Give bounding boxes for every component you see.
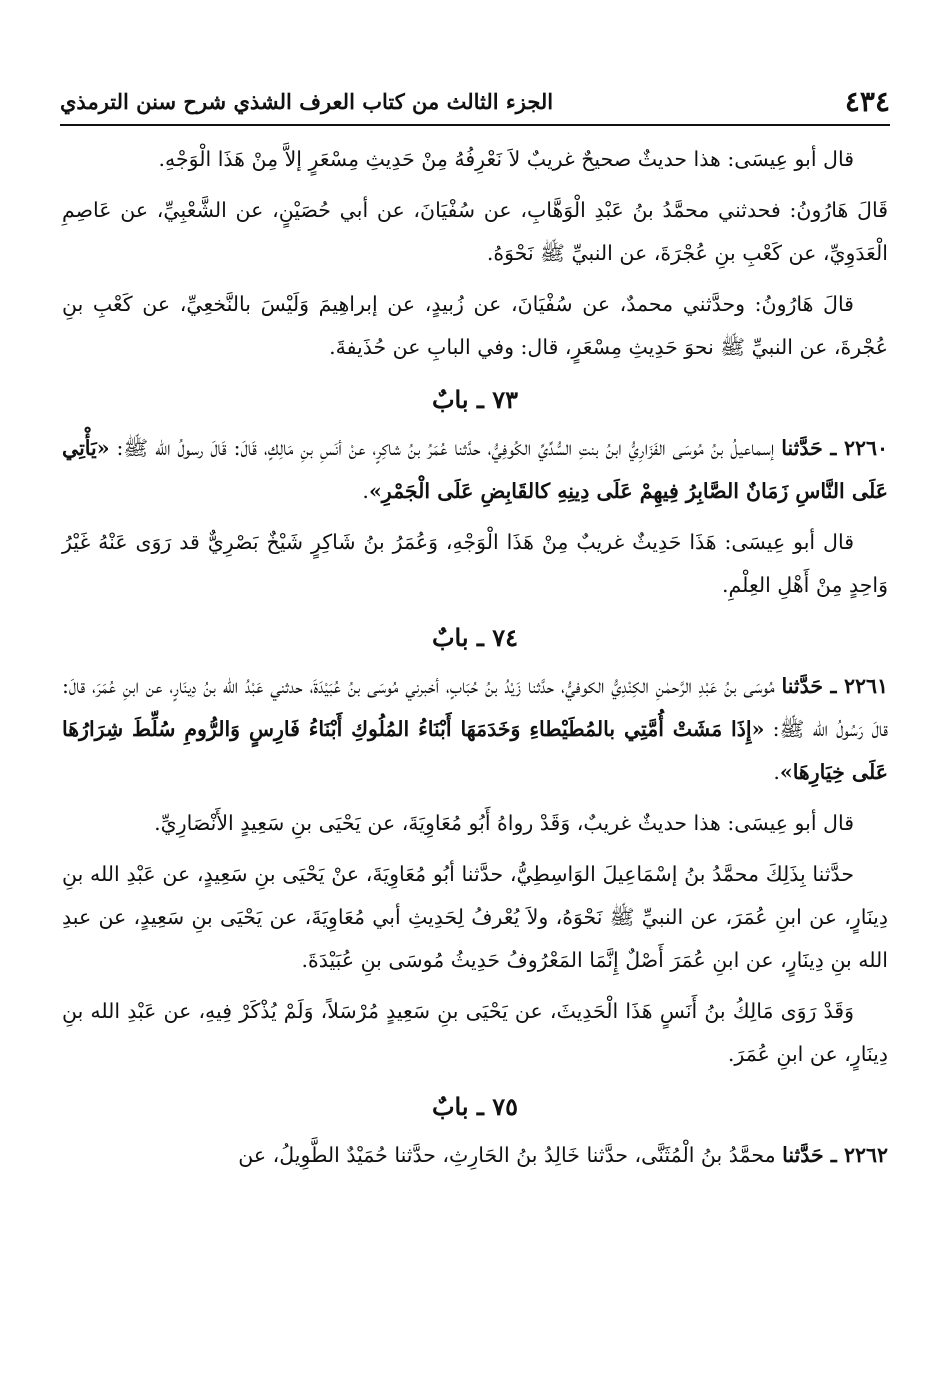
paragraph: قَالَ هَارُونُ: فحدثني محمَّدُ بنُ عَبْدِ الْوَهَّابِ، عن سُفْيَانَ، عن أبي حُصَيْنٍ، عن الشَّعْبِيِّ، عن عَاصِمِ الْعَدَوِيِّ، عن كَعْبِ بنِ عُجْرَةَ، عن النبيِّ ﷺ نَحْوَهُ. <box>62 198 888 265</box>
chapter-heading: ٧٣ ـ بابٌ <box>431 385 519 414</box>
chapter-heading: ٧٤ ـ بابٌ <box>431 623 519 652</box>
hadith-text: «يَأْتِي عَلَى النَّاسِ زَمَانٌ الصَّابِرُ فِيهِمْ عَلَى دِينِهِ كالقَابِضِ عَلَى الْجَمْرِ» <box>62 436 888 503</box>
page-header <box>60 78 890 126</box>
page-body <box>62 138 888 1185</box>
paragraph: وَقَدْ رَوَى مَالِكُ بنُ أَنَسٍ هَذَا الْحَدِيثَ، عن يَحْيَى بنِ سَعِيدٍ مُرْسَلاً، وَلَمْ يُذْكَرْ فِيهِ، عن عَبْدِ الله بنِ دِينَارٍ، عن ابنِ عُمَرَ. <box>62 999 888 1066</box>
paragraph: حدَّثنا بِذَلِكَ محمَّدُ بنُ إسْمَاعِيلَ الوَاسِطِيُّ، حدَّثنا أبُو مُعَاوِيَةَ، عنْ يَحْيَى بنِ سَعِيدٍ، عن عَبْدِ الله بنِ دِينَارٍ، عن ابنِ عُمَرَ، عن النبيِّ ﷺ نَحْوَهُ، ولاَ يُعْرفُ لِحَدِيثِ أبي مُعَاوِيَةَ، عن يَحْيَى بنِ سَعِيدٍ، عن عبدِ الله بنِ دِينَارٍ، عن ابنِ عُمَرَ أَصْلٌ إِنَّمَا المَعْرُوفُ حَدِيثُ مُوسَى بنِ عُبَيْدَةَ. <box>62 862 888 972</box>
paragraph: قالَ هَارُونُ: وحدَّثني محمدٌ، عن سُفْيَانَ، عن زُبيدٍ، عن إبراهِيمَ وَلَيْسَ بالنَّخعِيِّ، عن كَعْبِ بنِ عُجْرةَ، عن النبيِّ ﷺ نحوَ حَدِيثِ مِسْعَرٍ، قال: وفي البابِ عن حُذَيفةَ. <box>62 292 888 359</box>
page-number: ٤٣٤ <box>844 84 890 118</box>
hadith-number: ٢٢٦١ ـ حَدَّثنا <box>781 674 888 698</box>
paragraph: قال أبو عِيسَى: هذا حديثٌ صحيحٌ غريبٌ لاَ نَعْرِفُهُ مِنْ حَدِيثِ مِسْعَرٍ إلاَّ مِنْ هَذَا الْوَجْهِ. <box>158 147 854 171</box>
hadith-paragraph: ٢٢٦١ ـ حَدَّثنا مُوسَى بنُ عَبْدِ الرَّحمٰنِ الكِنْدِيُّ الكوفيُّ، حدَّثنا زَيْدُ بنُ حُبَابٍ، أخبرني مُوسَى بنُ عُبَيْدَةَ، حدثني عَبْدُ الله بنُ دِينَارٍ، عن ابنِ عُمَرَ، قالَ: قالَ رَسُولُ الله ﷺ: «إِذَا مَشَتْ أُمَّتِي بالمُطَيْطاءِ وَخَدَمَهَا أَبْنَاءُ المُلُوكِ أَبْنَاءُ فَارِسٍ وَالرُّومِ سُلِّطَ شِرَارُهَا عَلَى خِيَارِهَا». <box>62 674 888 784</box>
hadith-paragraph: ٢٢٦٠ ـ حَدَّثنا إسماعيلُ بنُ مُوسَى الفَزَارِيُّ ابنُ بنتِ السُّدِّيِّ الكُوفِيُّ، حدَّثنا عُمَرُ بنُ شاكِرٍ، عنْ أنَسِ بنِ مَالِكٍ، قَالَ: قَالَ رسولُ الله ﷺ: «يَأْتِي عَلَى النَّاسِ زَمَانٌ الصَّابِرُ فِيهِمْ عَلَى دِينِهِ كالقَابِضِ عَلَى الْجَمْرِ». <box>62 436 888 503</box>
hadith-number: ٢٢٦٠ ـ حَدَّثنا <box>781 436 888 460</box>
paragraph: قال أبو عِيسَى: هذا حديثٌ غريبٌ، وَقَدْ رواهُ أَبُو مُعَاوِيَةَ، عن يَحْيَى بنِ سَعِيدٍ الأَنْصَارِيِّ. <box>154 811 854 835</box>
running-title: الجزء الثالث من كتاب العرف الشذي شرح سنن الترمذي <box>60 88 554 114</box>
hadith-paragraph: ٢٢٦٢ ـ حَدَّثنا محمَّدُ بنُ الْمُثَنَّى، حدَّثنا خَالِدُ بنُ الحَارِثِ، حدَّثنا حُمَيْدٌ الطَّوِيلُ، عن <box>238 1143 888 1167</box>
chapter-heading: ٧٥ ـ بابٌ <box>431 1092 519 1121</box>
paragraph: قال أبو عِيسَى: هَذَا حَدِيثٌ غريبٌ مِنْ هَذَا الْوَجْهِ، وَعُمَرُ بنُ شَاكِرٍ شَيْخٌ بَصْرِيٌّ قد رَوَى عَنْهُ غَيْرُ وَاحِدٍ مِنْ أَهْلِ العِلْمِ. <box>62 530 888 597</box>
hadith-text: «إِذَا مَشَتْ أُمَّتِي بالمُطَيْطاءِ وَخَدَمَهَا أَبْنَاءُ المُلُوكِ أَبْنَاءُ فَارِسٍ وَالرُّومِ سُلِّطَ شِرَارُهَا عَلَى خِيَارِهَا» <box>62 717 888 784</box>
hadith-number: ٢٢٦٢ ـ حَدَّثنا <box>782 1143 888 1167</box>
